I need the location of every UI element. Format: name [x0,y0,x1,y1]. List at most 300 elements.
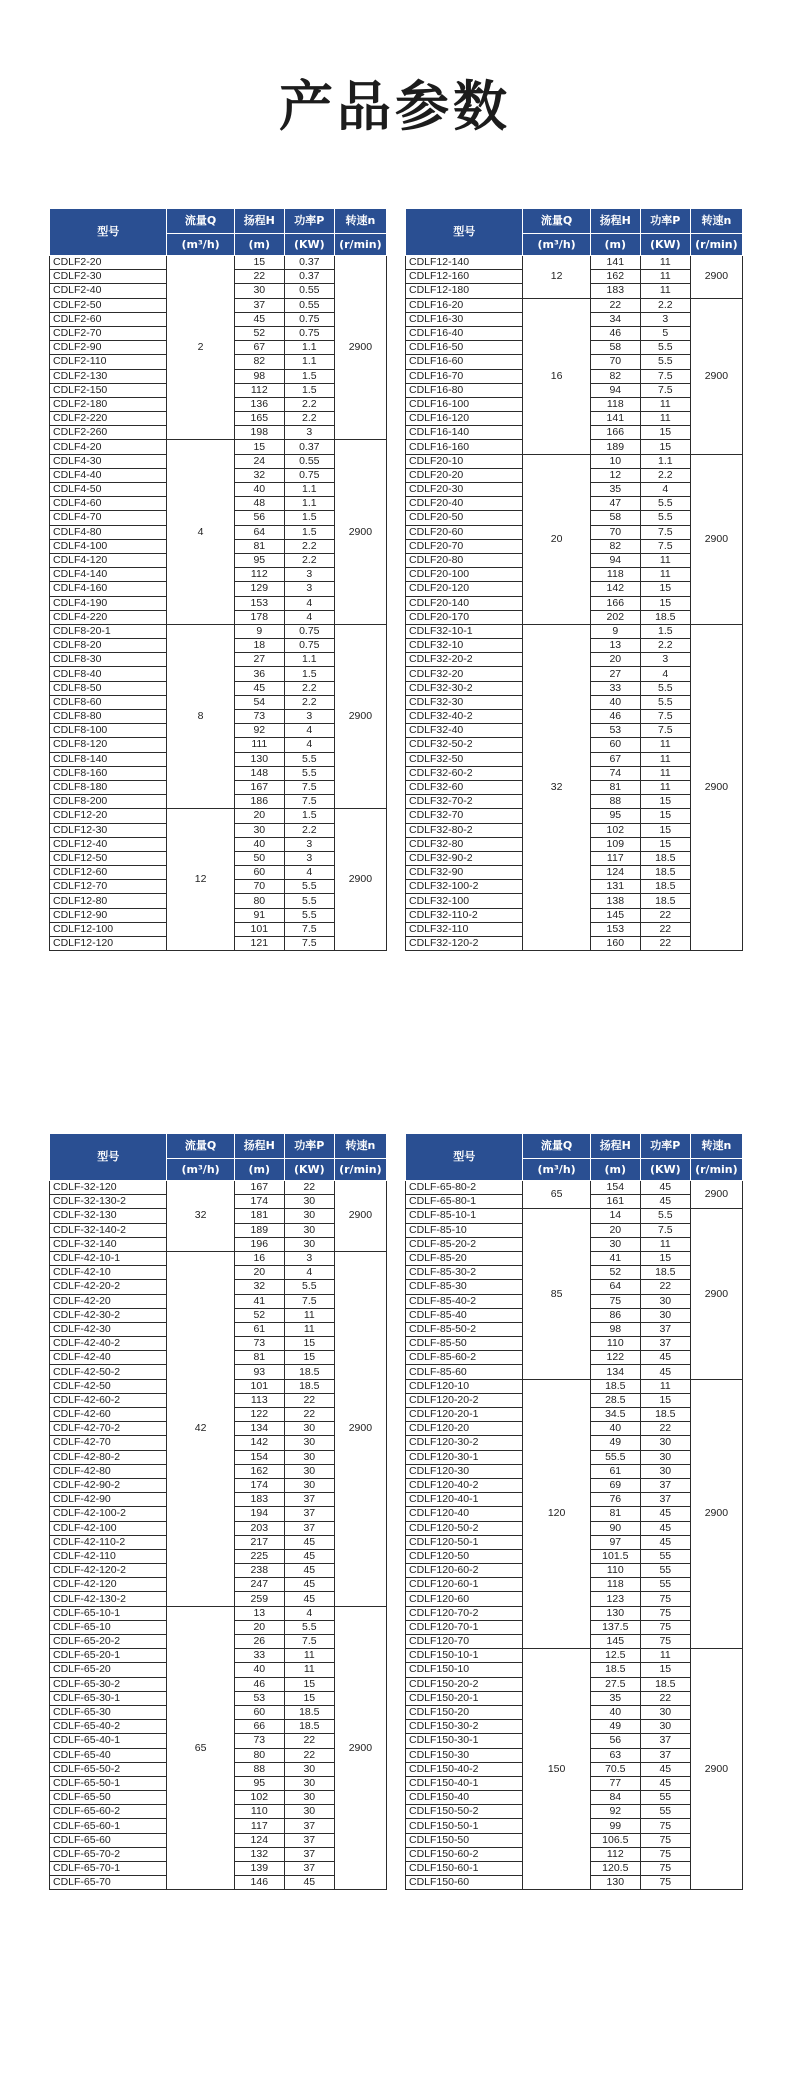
power-cell: 7.5 [640,539,690,553]
model-cell: CDLF12-20 [50,809,167,823]
flow-cell: 12 [167,809,234,951]
power-cell: 11 [640,1649,690,1663]
power-cell: 7.5 [284,1294,334,1308]
power-cell: 45 [640,1351,690,1365]
model-cell: CDLF-65-30-1 [50,1691,167,1705]
model-cell: CDLF-65-10 [50,1620,167,1634]
model-cell: CDLF-65-20-2 [50,1635,167,1649]
head-cell: 153 [234,596,284,610]
power-cell: 15 [640,1663,690,1677]
model-cell: CDLF8-100 [50,724,167,738]
head-cell: 101 [234,922,284,936]
model-cell: CDLF-65-20 [50,1663,167,1677]
power-cell: 45 [640,1776,690,1790]
power-cell: 5 [640,326,690,340]
head-cell: 81 [590,780,640,794]
table-row [50,624,387,638]
model-cell: CDLF2-60 [50,312,167,326]
head-cell: 112 [234,568,284,582]
header-power-unit: (KW) [284,234,334,256]
power-cell: 18.5 [284,1720,334,1734]
head-cell: 95 [234,553,284,567]
header-head-unit: (m) [590,1159,640,1181]
head-cell: 49 [590,1720,640,1734]
model-cell: CDLF-85-30 [406,1280,523,1294]
header-flow-unit: (m³/h) [523,234,590,256]
model-cell: CDLF20-10 [406,454,523,468]
power-cell: 55 [640,1578,690,1592]
power-cell: 22 [640,922,690,936]
flow-cell: 12 [523,256,590,299]
model-cell: CDLF32-50 [406,752,523,766]
power-cell: 18.5 [640,880,690,894]
head-cell: 12.5 [590,1649,640,1663]
head-cell: 36 [234,667,284,681]
model-cell: CDLF4-140 [50,568,167,582]
power-cell: 15 [640,1251,690,1265]
model-cell: CDLF4-190 [50,596,167,610]
header-power: 功率P [284,209,334,234]
model-cell: CDLF-32-140-2 [50,1223,167,1237]
model-cell: CDLF-85-50 [406,1337,523,1351]
power-cell: 30 [284,1195,334,1209]
power-cell: 11 [640,780,690,794]
head-cell: 88 [234,1762,284,1776]
power-cell: 45 [284,1578,334,1592]
model-cell: CDLF-85-40 [406,1308,523,1322]
head-cell: 24 [234,454,284,468]
power-cell: 15 [640,582,690,596]
head-cell: 225 [234,1549,284,1563]
model-cell: CDLF-65-50-2 [50,1762,167,1776]
power-cell: 0.55 [284,284,334,298]
model-cell: CDLF120-40 [406,1507,523,1521]
model-cell: CDLF12-180 [406,284,523,298]
model-cell: CDLF8-30 [50,653,167,667]
model-cell: CDLF4-80 [50,525,167,539]
model-cell: CDLF120-50-1 [406,1535,523,1549]
model-cell: CDLF16-20 [406,298,523,312]
model-cell: CDLF-65-60-1 [50,1819,167,1833]
power-cell: 5.5 [640,511,690,525]
power-cell: 0.37 [284,256,334,270]
header-speed-unit: (r/min) [334,234,386,256]
model-cell: CDLF-42-10 [50,1266,167,1280]
model-cell: CDLF20-60 [406,525,523,539]
model-cell: CDLF32-80 [406,837,523,851]
head-cell: 112 [590,1847,640,1861]
power-cell: 18.5 [640,1408,690,1422]
power-cell: 15 [640,837,690,851]
power-cell: 2.2 [284,823,334,837]
model-cell: CDLF150-10 [406,1663,523,1677]
power-cell: 11 [640,412,690,426]
head-cell: 52 [234,326,284,340]
power-cell: 7.5 [284,1635,334,1649]
head-cell: 88 [590,795,640,809]
head-cell: 154 [590,1181,640,1195]
power-cell: 37 [284,1507,334,1521]
power-cell: 22 [640,1422,690,1436]
power-cell: 5.5 [284,1620,334,1634]
power-cell: 1.5 [640,624,690,638]
model-cell: CDLF20-70 [406,539,523,553]
power-cell: 4 [284,596,334,610]
header-head: 扬程H [590,209,640,234]
params-table-1 [49,208,387,951]
model-cell: CDLF-42-30 [50,1322,167,1336]
head-cell: 102 [590,823,640,837]
flow-cell: 85 [523,1209,590,1379]
head-cell: 47 [590,497,640,511]
header-model: 型号 [406,209,523,256]
model-cell: CDLF120-30-2 [406,1436,523,1450]
model-cell: CDLF32-70 [406,809,523,823]
head-cell: 45 [234,312,284,326]
model-cell: CDLF20-20 [406,468,523,482]
power-cell: 75 [640,1847,690,1861]
header-head: 扬程H [590,1134,640,1159]
power-cell: 5.5 [640,341,690,355]
head-cell: 53 [234,1691,284,1705]
model-cell: CDLF150-20 [406,1705,523,1719]
power-cell: 5.5 [284,1280,334,1294]
head-cell: 34.5 [590,1408,640,1422]
flow-cell: 20 [523,454,590,624]
head-cell: 30 [234,823,284,837]
model-cell: CDLF-85-40-2 [406,1294,523,1308]
power-cell: 0.55 [284,298,334,312]
speed-cell: 2900 [334,809,386,951]
model-cell: CDLF-32-140 [50,1237,167,1251]
power-cell: 0.75 [284,312,334,326]
power-cell: 11 [640,397,690,411]
head-cell: 161 [590,1195,640,1209]
power-cell: 3 [284,568,334,582]
model-cell: CDLF-42-90 [50,1493,167,1507]
model-cell: CDLF120-30-1 [406,1450,523,1464]
model-cell: CDLF16-40 [406,326,523,340]
power-cell: 2.2 [640,639,690,653]
head-cell: 194 [234,1507,284,1521]
head-cell: 112 [234,383,284,397]
flow-cell: 32 [523,624,590,950]
power-cell: 7.5 [284,937,334,951]
power-cell: 30 [284,1422,334,1436]
head-cell: 66 [234,1720,284,1734]
table-row [50,1181,387,1195]
head-cell: 52 [234,1308,284,1322]
power-cell: 30 [640,1705,690,1719]
head-cell: 94 [590,383,640,397]
head-cell: 101.5 [590,1549,640,1563]
model-cell: CDLF150-50 [406,1833,523,1847]
head-cell: 174 [234,1478,284,1492]
head-cell: 46 [590,326,640,340]
power-cell: 45 [640,1181,690,1195]
table-row [406,1379,743,1393]
power-cell: 3 [284,837,334,851]
table-row [50,809,387,823]
power-cell: 1.5 [284,525,334,539]
model-cell: CDLF-32-130 [50,1209,167,1223]
flow-cell: 4 [167,440,234,624]
power-cell: 75 [640,1876,690,1890]
power-cell: 45 [284,1592,334,1606]
head-cell: 141 [590,412,640,426]
model-cell: CDLF150-40 [406,1791,523,1805]
head-cell: 15 [234,256,284,270]
power-cell: 2.2 [284,553,334,567]
model-cell: CDLF8-40 [50,667,167,681]
model-cell: CDLF150-30 [406,1748,523,1762]
model-cell: CDLF120-70 [406,1635,523,1649]
head-cell: 165 [234,412,284,426]
head-cell: 130 [590,1876,640,1890]
head-cell: 45 [234,681,284,695]
head-cell: 41 [590,1251,640,1265]
head-cell: 121 [234,937,284,951]
head-cell: 55.5 [590,1450,640,1464]
header-flow: 流量Q [167,1134,234,1159]
table-row [406,256,743,270]
model-cell: CDLF16-100 [406,397,523,411]
power-cell: 30 [640,1294,690,1308]
speed-cell: 2900 [690,298,742,454]
head-cell: 132 [234,1847,284,1861]
power-cell: 3 [284,426,334,440]
model-cell: CDLF-32-130-2 [50,1195,167,1209]
speed-cell: 2900 [690,1379,742,1649]
model-cell: CDLF-42-10-1 [50,1251,167,1265]
header-model: 型号 [50,209,167,256]
model-cell: CDLF12-30 [50,823,167,837]
power-cell: 15 [640,795,690,809]
head-cell: 101 [234,1379,284,1393]
head-cell: 40 [590,1705,640,1719]
head-cell: 181 [234,1209,284,1223]
model-cell: CDLF-42-20-2 [50,1280,167,1294]
head-cell: 20 [590,1223,640,1237]
model-cell: CDLF120-20-1 [406,1408,523,1422]
head-cell: 110 [234,1805,284,1819]
header-speed: 转速n [334,1134,386,1159]
model-cell: CDLF-42-60 [50,1408,167,1422]
speed-cell: 2900 [690,1649,742,1890]
head-cell: 91 [234,908,284,922]
head-cell: 162 [590,270,640,284]
head-cell: 37 [234,298,284,312]
power-cell: 30 [284,1209,334,1223]
power-cell: 1.1 [284,483,334,497]
params-table-2 [405,208,743,951]
power-cell: 4 [284,724,334,738]
head-cell: 28.5 [590,1393,640,1407]
power-cell: 15 [284,1691,334,1705]
model-cell: CDLF8-160 [50,766,167,780]
head-cell: 137.5 [590,1620,640,1634]
head-cell: 81 [590,1507,640,1521]
head-cell: 60 [234,866,284,880]
params-table-3 [49,1133,387,1890]
model-cell: CDLF12-160 [406,270,523,284]
head-cell: 130 [590,1606,640,1620]
power-cell: 4 [284,866,334,880]
model-cell: CDLF-65-40-2 [50,1720,167,1734]
model-cell: CDLF120-60 [406,1592,523,1606]
power-cell: 2.2 [640,298,690,312]
flow-cell: 120 [523,1379,590,1649]
header-flow-unit: (m³/h) [167,1159,234,1181]
power-cell: 1.5 [284,809,334,823]
head-cell: 70 [590,355,640,369]
head-cell: 145 [590,908,640,922]
model-cell: CDLF-42-120-2 [50,1564,167,1578]
power-cell: 0.55 [284,454,334,468]
model-cell: CDLF120-70-2 [406,1606,523,1620]
power-cell: 30 [284,1762,334,1776]
model-cell: CDLF-65-70-1 [50,1862,167,1876]
power-cell: 11 [640,256,690,270]
head-cell: 110 [590,1337,640,1351]
model-cell: CDLF2-30 [50,270,167,284]
head-cell: 162 [234,1464,284,1478]
head-cell: 95 [590,809,640,823]
model-cell: CDLF2-70 [50,326,167,340]
power-cell: 5.5 [284,766,334,780]
model-cell: CDLF8-80 [50,710,167,724]
power-cell: 37 [284,1493,334,1507]
power-cell: 4 [640,483,690,497]
head-cell: 70 [234,880,284,894]
power-cell: 5.5 [640,355,690,369]
power-cell: 4 [284,738,334,752]
model-cell: CDLF150-40-1 [406,1776,523,1790]
power-cell: 1.5 [284,369,334,383]
power-cell: 45 [284,1535,334,1549]
head-cell: 22 [590,298,640,312]
model-cell: CDLF4-50 [50,483,167,497]
power-cell: 11 [284,1663,334,1677]
power-cell: 75 [640,1862,690,1876]
power-cell: 15 [640,596,690,610]
power-cell: 75 [640,1819,690,1833]
head-cell: 74 [590,766,640,780]
header-flow: 流量Q [523,209,590,234]
head-cell: 134 [590,1365,640,1379]
model-cell: CDLF-42-100 [50,1521,167,1535]
model-cell: CDLF-65-10-1 [50,1606,167,1620]
power-cell: 37 [640,1337,690,1351]
power-cell: 30 [284,1223,334,1237]
model-cell: CDLF16-30 [406,312,523,326]
model-cell: CDLF20-120 [406,582,523,596]
model-cell: CDLF32-90 [406,866,523,880]
power-cell: 75 [640,1620,690,1634]
model-cell: CDLF20-50 [406,511,523,525]
head-cell: 145 [590,1635,640,1649]
head-cell: 118 [590,1578,640,1592]
head-cell: 9 [234,624,284,638]
power-cell: 15 [284,1337,334,1351]
head-cell: 186 [234,795,284,809]
head-cell: 40 [234,483,284,497]
head-cell: 20 [234,809,284,823]
head-cell: 109 [590,837,640,851]
power-cell: 30 [640,1308,690,1322]
head-cell: 20 [234,1266,284,1280]
head-cell: 56 [590,1734,640,1748]
head-cell: 141 [590,256,640,270]
head-cell: 167 [234,780,284,794]
model-cell: CDLF-85-30-2 [406,1266,523,1280]
head-cell: 14 [590,1209,640,1223]
power-cell: 22 [640,1691,690,1705]
model-cell: CDLF4-60 [50,497,167,511]
head-cell: 120.5 [590,1862,640,1876]
power-cell: 45 [640,1535,690,1549]
head-cell: 49 [590,1436,640,1450]
power-cell: 7.5 [284,795,334,809]
head-cell: 86 [590,1308,640,1322]
model-cell: CDLF-85-60 [406,1365,523,1379]
model-cell: CDLF-42-30-2 [50,1308,167,1322]
model-cell: CDLF-42-70 [50,1436,167,1450]
power-cell: 45 [284,1876,334,1890]
flow-cell: 65 [523,1181,590,1209]
head-cell: 35 [590,1691,640,1705]
power-cell: 5.5 [640,695,690,709]
power-cell: 3 [284,1251,334,1265]
head-cell: 60 [234,1705,284,1719]
head-cell: 81 [234,1351,284,1365]
head-cell: 106.5 [590,1833,640,1847]
speed-cell: 2900 [690,1181,742,1209]
model-cell: CDLF12-40 [50,837,167,851]
head-cell: 22 [234,270,284,284]
power-cell: 22 [284,1734,334,1748]
model-cell: CDLF-65-40 [50,1748,167,1762]
model-cell: CDLF-65-50 [50,1791,167,1805]
model-cell: CDLF120-50-2 [406,1521,523,1535]
power-cell: 5.5 [284,880,334,894]
power-cell: 37 [284,1847,334,1861]
model-cell: CDLF2-260 [50,426,167,440]
power-cell: 22 [640,937,690,951]
head-cell: 183 [590,284,640,298]
header-power-unit: (KW) [640,1159,690,1181]
head-cell: 110 [590,1564,640,1578]
head-cell: 118 [590,397,640,411]
head-cell: 122 [234,1408,284,1422]
head-cell: 18.5 [590,1379,640,1393]
model-cell: CDLF-65-70-2 [50,1847,167,1861]
head-cell: 82 [234,355,284,369]
power-cell: 0.75 [284,624,334,638]
power-cell: 4 [284,1266,334,1280]
model-cell: CDLF-85-20 [406,1251,523,1265]
power-cell: 45 [640,1365,690,1379]
model-cell: CDLF12-80 [50,894,167,908]
power-cell: 37 [640,1478,690,1492]
power-cell: 11 [284,1308,334,1322]
table-row [50,1251,387,1265]
power-cell: 18.5 [640,610,690,624]
model-cell: CDLF-42-40-2 [50,1337,167,1351]
model-cell: CDLF-65-60-2 [50,1805,167,1819]
model-cell: CDLF150-40-2 [406,1762,523,1776]
model-cell: CDLF-42-70-2 [50,1422,167,1436]
